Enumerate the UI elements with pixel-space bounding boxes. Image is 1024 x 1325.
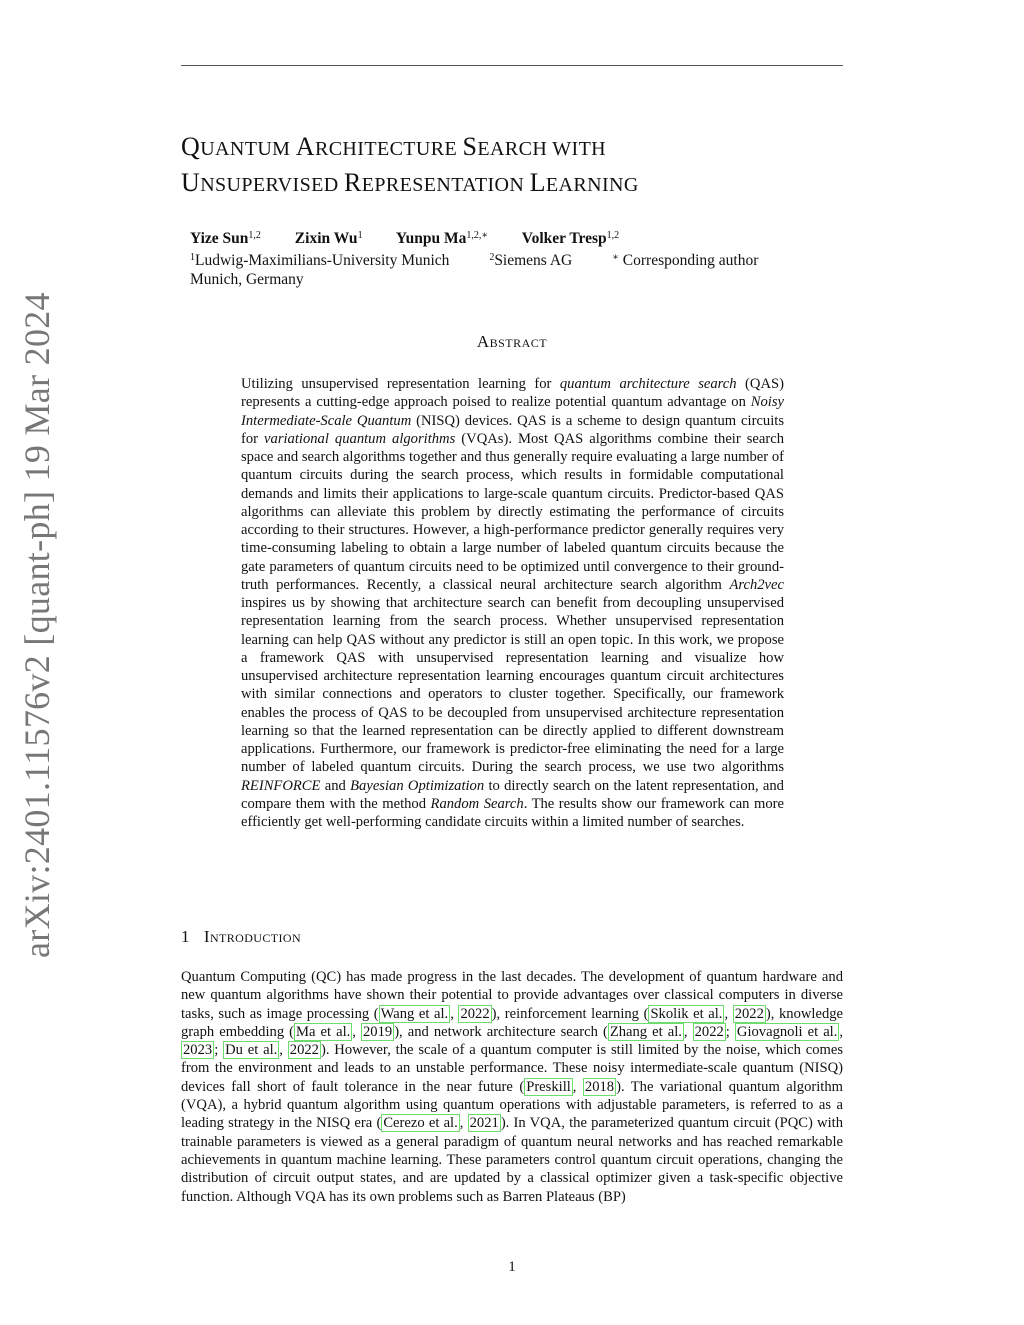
text-run: ). The variational quantum algorithm (VQA), a hybrid quantum algorithm using quantum operations with adjustable parameters, is referred to as a leading strategy in the NISQ era ( [181,1078,843,1132]
citation-link[interactable]: 2019 [363,1023,393,1040]
title-capital: L [529,168,546,197]
author-names [190,226,830,248]
section-number: 1 [181,927,190,946]
text-run: inspires us by showing that architecture search can benefit from decoupling unsupervised representation learning from the search process. Whether unsupervised representation learning can help QAS without any predictor is still an open topic. In this work, we propose a framework QAS with unsupervised representation learning and visualize how unsupervised architecture representation learning encourages quantum circuit architectures with similar connections and operators to cluster together. Specifically, our framework enables the process of QAS to be decoupled from unsupervised architecture representation learning so that the learned representation can be directly applied to different downstream applications. Furthermore, our framework is predictor-free eliminating the need for a large number of labeled quantum circuits. During the search process, we use two algorithms [241,595,784,776]
text-run: , [459,1115,468,1132]
affiliation-location: Munich, Germany [190,271,304,288]
author: Zixin Wu$^1$ [294,230,363,247]
text-run: ). However, the scale of a quantum computer is still limited by the noise, which comes from the environment and leads to an unstable performance. These noisy intermediate-scale quantum (NISQ) devices fall short of fault tolerance in the near future ( [181,1042,844,1095]
text-run: ). In VQA, the parameterized quantum circuit (PQC) with trainable parameters is viewed as a general paradigm of quantum neural networks and has reached remarkable achievements in quantum machine learning. These parameters control quantum circuit operations, changing the distribution of circuit output states, and are updated by a classical optimizer given a task-specific objective function. Although VQA has its own problems such as Barren Plateaus (BP) [181,1115,843,1205]
paper-title [181,130,881,202]
author: Volker Tresp$^{1,2}$ [521,230,620,247]
citation-link[interactable]: 2022 [694,1023,724,1040]
title-capital: Q [181,132,201,161]
text-run: Utilizing unsupervised representation learning for [241,376,560,392]
abstract-heading: Abstract [476,332,548,351]
abstract-body [241,375,784,831]
text-run: , [683,1023,693,1040]
affiliation-2: $^2$Siemens AG [489,252,573,269]
title-capital: U [181,168,201,197]
title-capital: R [343,168,362,197]
title-smallcaps: EARCH WITH [477,138,607,160]
citation-link[interactable]: 2022 [734,1005,764,1022]
text-run: , [839,1023,844,1040]
section-heading-introduction [181,927,301,947]
text-run: and [320,777,351,794]
introduction-body [181,968,843,1206]
citation-link[interactable]: 2018 [584,1078,615,1095]
text-run: ), and network architecture search ( [394,1023,608,1040]
citation-link[interactable]: Preskill [526,1078,571,1095]
citation-link[interactable]: 2022 [289,1042,319,1059]
title-capital: S [462,132,478,161]
citation-link[interactable]: Giovagnoli et al. [736,1023,838,1040]
author: Yize Sun$^{1,2}$ [190,230,261,247]
text-run: ; [725,1023,735,1040]
text-run: , [724,1005,733,1022]
citation-link[interactable]: Cerezo et al. [383,1115,458,1132]
citation-link[interactable]: 2023 [183,1042,213,1059]
title-smallcaps: UANTUM [200,138,296,160]
title-smallcaps: EARNING [545,174,639,196]
citation-link[interactable]: 2021 [469,1115,499,1132]
text-run: (NISQ) devices. QAS is a scheme to design quantum circuits for [241,412,785,447]
emphasis: Random Search [430,795,524,812]
text-run: ; [214,1042,224,1059]
citation-link[interactable]: Zhang et al. [609,1023,682,1040]
author: Yunpu $Ma^{1,2,∗}$ [395,230,489,247]
citation-link[interactable]: Wang et al. [380,1005,449,1022]
text-run: ), knowledge graph embedding ( [181,1005,844,1040]
emphasis: Arch2vec [729,576,784,593]
text-run: , [352,1023,361,1040]
author-block [190,226,830,289]
emphasis: quantum architecture search [559,376,737,392]
title-smallcaps: EPRESENTATION [361,174,530,196]
title-smallcaps: RCHITECTURE [314,138,463,160]
title-line-1 [181,130,881,166]
emphasis: REINFORCE [241,777,321,794]
emphasis: Noisy Intermediate-Scale Quantum [241,394,784,429]
affiliations [190,248,830,270]
text-run: ), reinforcement learning ( [491,1005,649,1022]
corresponding-note: ∗ Corresponding author [612,252,759,269]
text-run: , [450,1005,459,1022]
emphasis: Bayesian Optimization [350,777,485,794]
title-capital: A [295,132,315,161]
text-run: , [572,1078,583,1095]
citation-link[interactable]: Du et al. [225,1042,278,1059]
text-run: , [279,1042,288,1059]
page-number: 1 [508,1259,516,1275]
header-rule [181,65,843,66]
title-smallcaps: NSUPERVISED [200,174,344,196]
text-run: Quantum Computing (QC) has made progress in the last decades. The development of quantum hardware and new quantum algorithms have shown their potential to provide advantages over classical computers in diverse tasks, such as image processing ( [181,969,843,1022]
section-title: Introduction [203,927,302,946]
text-run: (VQAs). Most QAS algorithms combine their search space and search algorithms together and thus generally require evaluating a large number of quantum circuits during the search process, which results in formidable computational demands and limits their applications to large-scale quantum circuits. Predictor-based QAS algorithms can alleviate this problem by directly estimating the performance of circuits according to their structures. However, a high-performance predictor generally requires very time-consuming labeling to obtain a large number of labeled quantum circuits because the gate parameters of quantum circuits need to be optimized until convergence to their ground-truth performances. Recently, a classical neural architecture search algorithm [241,430,784,593]
text-run: . The results show our framework can more efficiently get well-performing candidate circuits within a limited number of searches. [241,795,784,830]
arxiv-sidebar-stamp: arXiv:2401.11576v2 [quant-ph] 19 Mar 2024 [17,292,57,958]
title-line-2 [181,166,881,202]
citation-link[interactable]: Skolik et al. [650,1005,723,1022]
text-run: (QAS) represents a cutting-edge approach poised to realize potential quantum advantage on [241,376,784,411]
affiliation-1: $^1$Ludwig-Maximilians-University Munich [190,252,450,269]
text-run: to directly search on the latent representation, and compare them with the method [241,777,784,812]
citation-link[interactable]: Ma et al. [296,1023,351,1040]
emphasis: variational quantum algorithms [264,430,456,447]
citation-link[interactable]: 2022 [460,1005,490,1022]
